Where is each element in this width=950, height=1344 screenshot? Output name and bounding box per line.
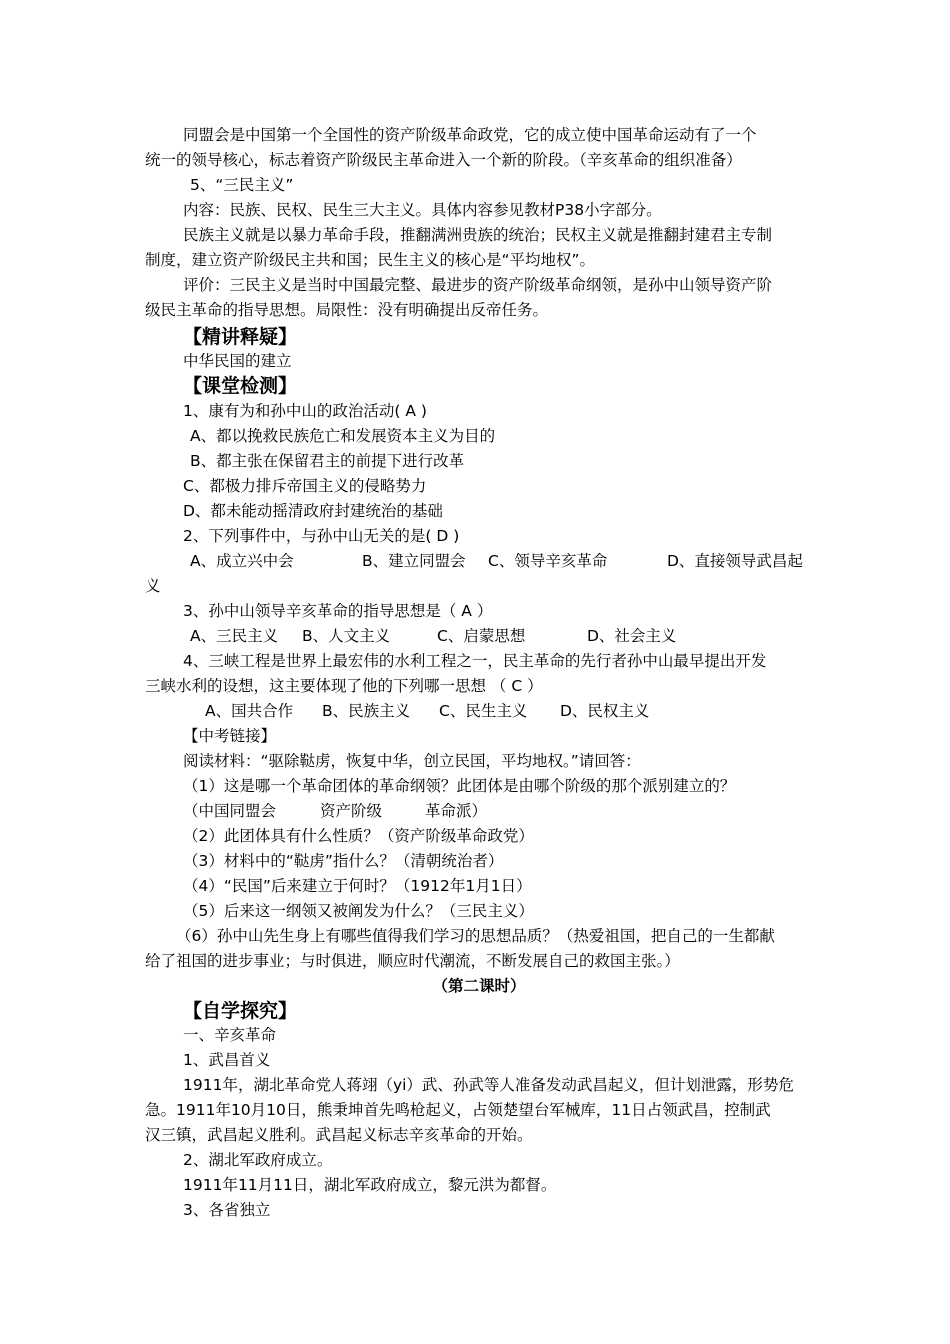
reading-question-4: （4）“民国”后来建立于何时？（1912年1月1日）: [183, 877, 532, 895]
content-line: 内容：民族、民权、民生三大主义。具体内容参见教材P38小字部分。: [183, 201, 662, 219]
question-1-option-c: C、都极力排斥帝国主义的侵略势力: [183, 477, 427, 495]
subsection-provinces: 3、各省独立: [183, 1201, 271, 1219]
question-1-option-a: A、都以挽救民族危亡和发展资本主义为目的: [190, 427, 496, 445]
question-2-option-d-continued: 义: [145, 577, 161, 595]
reading-question-6-line1: （6）孙中山先生身上有哪些值得我们学习的思想品质？（热爱祖国，把自己的一生都献: [176, 927, 775, 945]
question-4-line2: 三峡水利的设想，这主要体现了他的下列哪一思想 （ C ）: [145, 677, 543, 695]
question-2-option-d: D、直接领导武昌起: [667, 552, 803, 570]
reading-question-5: （5）后来这一纲领又被阐发为什么？（三民主义）: [183, 902, 534, 920]
topic-zhonghua-minguo: 中华民国的建立: [183, 352, 292, 370]
heading-zhongkao: 【中考链接】: [183, 727, 277, 745]
question-4-option-b: B、民族主义: [322, 702, 411, 720]
paragraph-hubei: 1911年11月11日，湖北军政府成立，黎元洪为都督。: [183, 1176, 557, 1194]
lesson-two-title: （第二课时）: [432, 977, 526, 995]
heading-ketang: 【课堂检测】: [183, 375, 298, 397]
answer-1-part-b: 资产阶级: [320, 802, 383, 820]
subsection-wuchang: 1、武昌首义: [183, 1051, 271, 1069]
heading-zixue: 【自学探究】: [183, 1000, 298, 1022]
question-4-line1: 4、三峡工程是世界上最宏伟的水利工程之一，民主革命的先行者孙中山最早提出开发: [183, 652, 767, 670]
paragraph-evaluation-line2: 级民主革命的指导思想。局限性：没有明确提出反帝任务。: [145, 301, 549, 319]
question-1-option-d: D、都未能动摇清政府封建统治的基础: [183, 502, 443, 520]
section-sanminzhuyi-title: 5、“三民主义”: [190, 176, 294, 194]
question-4-option-c: C、民生主义: [439, 702, 528, 720]
paragraph-evaluation-line1: 评价：三民主义是当时中国最完整、最进步的资产阶级革命纲领，是孙中山领导资产阶: [183, 276, 773, 294]
question-1: 1、康有为和孙中山的政治活动( A ): [183, 402, 427, 420]
question-3: 3、孙中山领导辛亥革命的指导思想是（ A ）: [183, 602, 493, 620]
paragraph-tongmenghui-line2: 统一的领导核心，标志着资产阶级民主革命进入一个新的阶段。（辛亥革命的组织准备）: [145, 151, 742, 169]
question-3-option-b: B、人文主义: [302, 627, 391, 645]
answer-1-part-c: 革命派）: [425, 802, 488, 820]
question-4-option-d: D、民权主义: [560, 702, 650, 720]
paragraph-wuchang-line3: 汉三镇，武昌起义胜利。武昌起义标志辛亥革命的开始。: [145, 1126, 533, 1144]
paragraph-tongmenghui-line1: 同盟会是中国第一个全国性的资产阶级革命政党，它的成立使中国革命运动有了一个: [183, 126, 757, 144]
answer-1-part-a: （中国同盟会: [183, 802, 277, 820]
question-1-option-b: B、都主张在保留君主的前提下进行改革: [190, 452, 465, 470]
question-4-option-a: A、国共合作: [205, 702, 294, 720]
question-2: 2、下列事件中，与孙中山无关的是( D ): [183, 527, 460, 545]
section-xinhai: 一、辛亥革命: [183, 1026, 277, 1044]
question-2-option-b: B、建立同盟会: [362, 552, 466, 570]
reading-question-3: （3）材料中的“鞑虏”指什么？（清朝统治者）: [183, 852, 504, 870]
paragraph-wuchang-line1: 1911年，湖北革命党人蒋翊（yi）武、孙武等人准备发动武昌起义，但计划泄露，形势危: [183, 1076, 794, 1094]
question-3-option-d: D、社会主义: [587, 627, 677, 645]
reading-material: 阅读材料：“驱除鞑虏，恢复中华，创立民国，平均地权。”请回答：: [183, 752, 641, 770]
subsection-hubei: 2、湖北军政府成立。: [183, 1151, 333, 1169]
heading-jingjiang: 【精讲释疑】: [183, 326, 298, 348]
reading-question-2: （2）此团体具有什么性质？（资产阶级革命政党）: [183, 827, 534, 845]
paragraph-minzu-line1: 民族主义就是以暴力革命手段，推翻满洲贵族的统治；民权主义就是推翻封建君主专制: [183, 226, 773, 244]
reading-question-6-line2: 给了祖国的进步事业；与时俱进，顺应时代潮流，不断发展自己的救国主张。）: [145, 952, 680, 970]
question-2-option-a: A、成立兴中会: [190, 552, 294, 570]
paragraph-minzu-line2: 制度，建立资产阶级民主共和国；民生主义的核心是“平均地权”。: [145, 251, 596, 269]
question-3-option-a: A、三民主义: [190, 627, 279, 645]
question-3-option-c: C、启蒙思想: [437, 627, 526, 645]
reading-question-1: （1）这是哪一个革命团体的革命纲领？此团体是由哪个阶级的那个派别建立的？: [183, 777, 736, 795]
question-2-option-c: C、领导辛亥革命: [488, 552, 608, 570]
paragraph-wuchang-line2: 急。1911年10月10日，熊秉坤首先鸣枪起义，占领楚望台军械库，11日占领武昌，控制武: [145, 1101, 771, 1119]
